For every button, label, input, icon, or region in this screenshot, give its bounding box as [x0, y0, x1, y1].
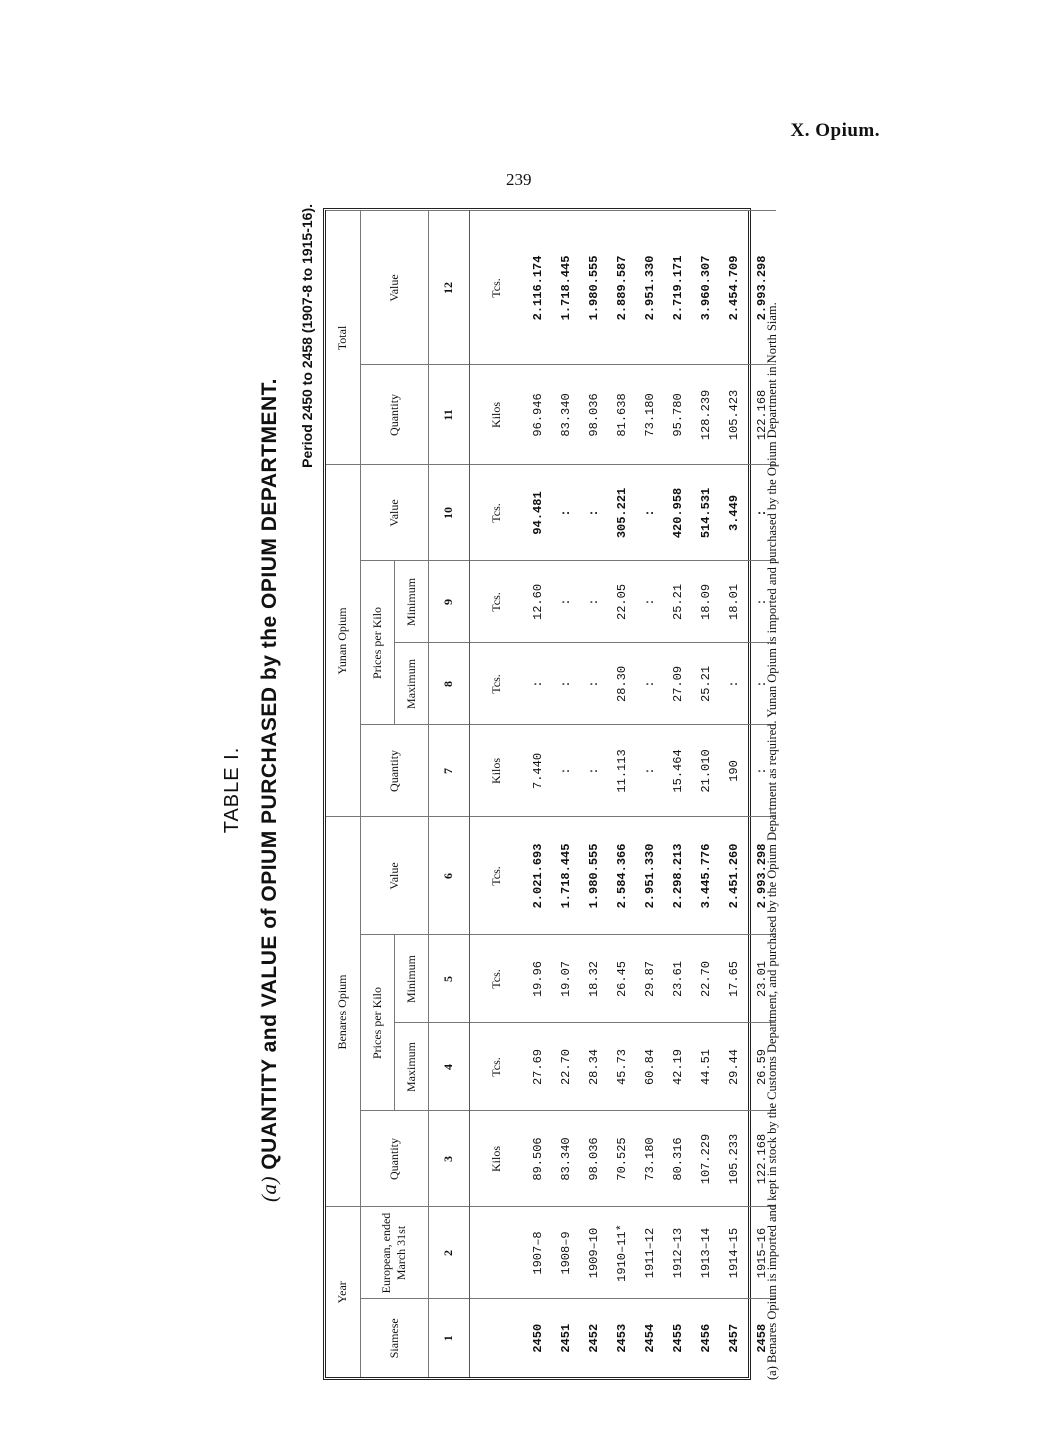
page-number: 239 — [506, 170, 532, 189]
unit-label: Kilos — [469, 1111, 524, 1207]
footnote: (a) Benares Opium is imported and kept in stock by the Customs Department, and purchased by the Opium Department as required. Yunan Opium is imported and purchased by the Opium Department in North Siam. — [765, 302, 779, 1380]
table-cell: 2.993.298 — [748, 211, 776, 365]
table-cell: 19.96 — [524, 935, 552, 1023]
table-cell: 22.05 — [608, 561, 636, 643]
table-cell: 2.298.213 — [664, 817, 692, 935]
column-number: 5 — [428, 935, 469, 1023]
header-benares: Benares Opium — [326, 817, 360, 1207]
header-yunan-prices: Prices per Kilo — [360, 561, 394, 725]
table-cell: 89.506 — [524, 1111, 552, 1207]
unit-label: Tcs. — [469, 465, 524, 561]
table-cell: 18.01 — [720, 561, 748, 643]
column-number: 10 — [428, 465, 469, 561]
table-cell: 1907–8 — [524, 1207, 552, 1299]
column-number: 6 — [428, 817, 469, 935]
header-benares-prices: Prices per Kilo — [360, 935, 394, 1111]
table-cell: 23.61 — [664, 935, 692, 1023]
unit-label: Tcs. — [469, 1023, 524, 1111]
table-cell: 15.464 — [664, 725, 692, 817]
table-cell: 305.221 — [608, 465, 636, 561]
opium-table — [326, 210, 776, 1377]
table-title: TABLE I. — [221, 746, 243, 834]
table-cell: 2455 — [664, 1299, 692, 1377]
table-cell: : — [552, 725, 580, 817]
table-cell: : — [636, 465, 664, 561]
table-cell: 1.718.445 — [552, 817, 580, 935]
table-cell: 3.445.776 — [692, 817, 720, 935]
table-cell: 45.73 — [608, 1023, 636, 1111]
table-cell: 22.70 — [552, 1023, 580, 1111]
table-cell: 94.481 — [524, 465, 552, 561]
header-benares-maximum: Maximum — [394, 1023, 428, 1111]
unit-label — [469, 1299, 524, 1377]
table-cell: 98.036 — [580, 1111, 608, 1207]
table-cell: : — [552, 465, 580, 561]
table-cell: 1910–11* — [608, 1207, 636, 1299]
table-cell: 28.30 — [608, 643, 636, 725]
column-number: 3 — [428, 1111, 469, 1207]
table-cell: 44.51 — [692, 1023, 720, 1111]
header-benares-minimum: Minimum — [394, 935, 428, 1023]
table-cell: 83.340 — [552, 365, 580, 465]
table-cell: 11.113 — [608, 725, 636, 817]
table-row — [608, 211, 636, 1377]
table-cell: : — [636, 643, 664, 725]
table-cell: : — [552, 643, 580, 725]
table-cell: 42.19 — [664, 1023, 692, 1111]
table-cell: 128.239 — [692, 365, 720, 465]
column-number: 9 — [428, 561, 469, 643]
period-note: Period 2450 to 2458 (1907-8 to 1915-16). — [299, 204, 315, 468]
table-cell: 2.116.174 — [524, 211, 552, 365]
table-cell: 1.718.445 — [552, 211, 580, 365]
table-cell: 2457 — [720, 1299, 748, 1377]
table-cell: 25.21 — [692, 643, 720, 725]
table-cell: 1913–14 — [692, 1207, 720, 1299]
table-cell: 1914–15 — [720, 1207, 748, 1299]
table-cell: : — [524, 643, 552, 725]
table-cell: : — [748, 725, 776, 817]
table-cell: 70.525 — [608, 1111, 636, 1207]
header-siamese: Siamese — [360, 1299, 428, 1377]
table-cell: 26.45 — [608, 935, 636, 1023]
opium-table-frame — [323, 208, 769, 1380]
table-cell: 3.449 — [720, 465, 748, 561]
subtitle-label: (a) — [257, 1176, 281, 1203]
table-cell: 2450 — [524, 1299, 552, 1377]
header-total-value: Value — [360, 211, 428, 365]
table-row — [524, 211, 552, 1377]
table-cell: 2456 — [692, 1299, 720, 1377]
table-cell: 25.21 — [664, 561, 692, 643]
table-cell: 2.719.171 — [664, 211, 692, 365]
column-number: 8 — [428, 643, 469, 725]
table-cell: 80.316 — [664, 1111, 692, 1207]
header-european: European, ended March 31st — [360, 1207, 428, 1299]
table-cell: 27.09 — [664, 643, 692, 725]
table-cell: 2.454.709 — [720, 211, 748, 365]
page-header: X. Opium. — [790, 120, 880, 141]
table-cell: 27.69 — [524, 1023, 552, 1111]
unit-label — [469, 1207, 524, 1299]
table-cell: 2451 — [552, 1299, 580, 1377]
subtitle-text: QUANTITY and VALUE of OPIUM PURCHASED by the OPIUM DEPARTMENT. — [258, 377, 281, 1170]
table-cell: 73.180 — [636, 1111, 664, 1207]
table-cell: : — [748, 561, 776, 643]
header-benares-quantity: Quantity — [360, 1111, 428, 1207]
header-yunan-minimum: Minimum — [394, 561, 428, 643]
table-row — [636, 211, 664, 1377]
unit-label: Tcs. — [469, 561, 524, 643]
table-cell: 1909–10 — [580, 1207, 608, 1299]
table-cell: 18.09 — [692, 561, 720, 643]
table-cell: 95.780 — [664, 365, 692, 465]
table-row — [692, 211, 720, 1377]
table-cell: 12.60 — [524, 561, 552, 643]
table-cell: 83.340 — [552, 1111, 580, 1207]
column-number: 11 — [428, 365, 469, 465]
table-cell: 18.32 — [580, 935, 608, 1023]
unit-label: Tcs. — [469, 817, 524, 935]
table-cell: 2.951.330 — [636, 211, 664, 365]
table-cell: 7.440 — [524, 725, 552, 817]
table-cell: : — [580, 561, 608, 643]
column-number: 4 — [428, 1023, 469, 1111]
column-number: 12 — [428, 211, 469, 365]
column-number-row — [428, 211, 469, 1377]
table-cell: 3.960.307 — [692, 211, 720, 365]
table-cell: 26.59 — [748, 1023, 776, 1111]
header-yunan-maximum: Maximum — [394, 643, 428, 725]
table-cell: : — [748, 465, 776, 561]
header-total-quantity: Quantity — [360, 365, 428, 465]
table-cell: 17.65 — [720, 935, 748, 1023]
table-cell: 2.021.693 — [524, 817, 552, 935]
table-cell: 122.168 — [748, 365, 776, 465]
table-cell: : — [580, 465, 608, 561]
unit-label: Tcs. — [469, 935, 524, 1023]
table-cell: 2458 — [748, 1299, 776, 1377]
header-yunan-quantity: Quantity — [360, 725, 428, 817]
header-year: Year — [326, 1207, 360, 1377]
table-cell: 73.180 — [636, 365, 664, 465]
table-cell: 28.34 — [580, 1023, 608, 1111]
table-cell: : — [748, 643, 776, 725]
table-row — [664, 211, 692, 1377]
table-cell: 2452 — [580, 1299, 608, 1377]
unit-label: Tcs. — [469, 643, 524, 725]
table-cell: 107.229 — [692, 1111, 720, 1207]
table-cell: 22.70 — [692, 935, 720, 1023]
table-cell: 23.01 — [748, 935, 776, 1023]
table-cell: 122.168 — [748, 1111, 776, 1207]
table-cell: 1908–9 — [552, 1207, 580, 1299]
table-cell: : — [552, 561, 580, 643]
table-cell: 190 — [720, 725, 748, 817]
table-cell: 98.036 — [580, 365, 608, 465]
table-cell: : — [580, 725, 608, 817]
table-cell: 29.87 — [636, 935, 664, 1023]
table-cell: 2.889.587 — [608, 211, 636, 365]
table-cell: : — [636, 725, 664, 817]
table-cell: 105.423 — [720, 365, 748, 465]
table-cell: 2.584.366 — [608, 817, 636, 935]
table-cell: 1911–12 — [636, 1207, 664, 1299]
column-number: 7 — [428, 725, 469, 817]
table-subtitle — [257, 200, 282, 1380]
table-cell: 420.958 — [664, 465, 692, 561]
header-benares-value: Value — [360, 817, 428, 935]
table-cell: 29.44 — [720, 1023, 748, 1111]
table-cell: 19.07 — [552, 935, 580, 1023]
table-cell: : — [636, 561, 664, 643]
table-cell: 514.531 — [692, 465, 720, 561]
table-cell: 2454 — [636, 1299, 664, 1377]
table-cell: 1.980.555 — [580, 211, 608, 365]
column-number: 1 — [428, 1299, 469, 1377]
table-cell: 1915–16 — [748, 1207, 776, 1299]
table-cell: 21.010 — [692, 725, 720, 817]
header-yunan: Yunan Opium — [326, 465, 360, 817]
table-cell: 1.980.555 — [580, 817, 608, 935]
table-cell: 2453 — [608, 1299, 636, 1377]
table-row — [720, 211, 748, 1377]
table-cell: 2.951.330 — [636, 817, 664, 935]
table-cell: 2.451.260 — [720, 817, 748, 935]
table-cell: : — [580, 643, 608, 725]
unit-label: Kilos — [469, 725, 524, 817]
table-cell: 60.84 — [636, 1023, 664, 1111]
table-cell: 105.233 — [720, 1111, 748, 1207]
table-cell: 81.638 — [608, 365, 636, 465]
table-body — [428, 211, 776, 1377]
table-cell: 2.993.298 — [748, 817, 776, 935]
column-number: 2 — [428, 1207, 469, 1299]
header-total: Total — [326, 211, 360, 465]
table-row — [580, 211, 608, 1377]
unit-label: Kilos — [469, 365, 524, 465]
unit-label: Tcs. — [469, 211, 524, 365]
table-cell: 96.946 — [524, 365, 552, 465]
table-cell: : — [720, 643, 748, 725]
header-yunan-value: Value — [360, 465, 428, 561]
table-row — [552, 211, 580, 1377]
units-row — [469, 211, 524, 1377]
rotated-table-block — [215, 200, 825, 1380]
table-cell: 1912–13 — [664, 1207, 692, 1299]
